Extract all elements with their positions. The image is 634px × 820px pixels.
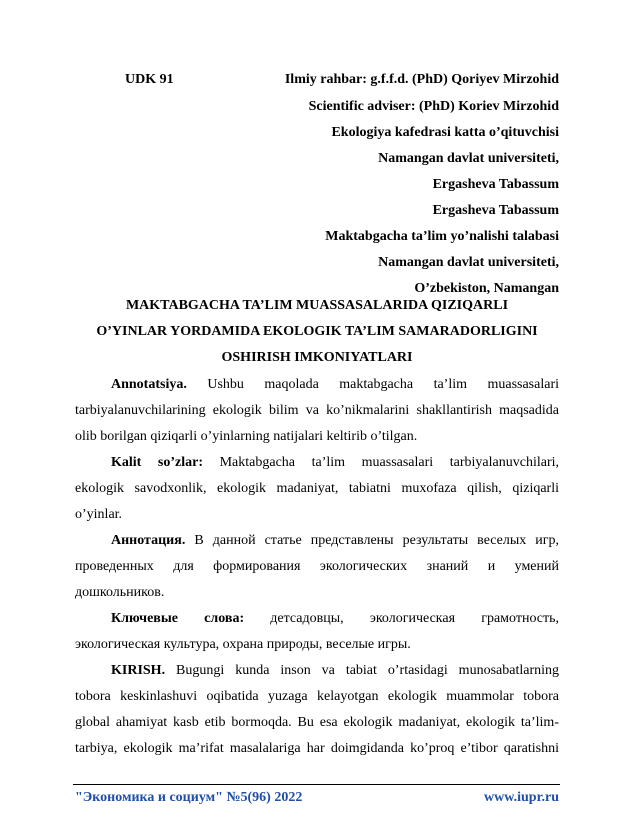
abstract-ru-line-1: Аннотация. В данной статье представлены результаты веселых игр, [111,533,560,548]
supervisor-uz: Ilmiy rahbar: g.f.f.d. (PhD) Qoriyev Mirzohid [284,72,559,87]
student-role: Maktabgacha ta’lim yo’nalishi talabasi [325,229,559,244]
abstract-uz-label: Annotatsiya. [111,377,187,392]
intro-line-1: KIRISH. Bugungi kunda inson va tabiat o’rtasidagi munosabatlarning [111,663,559,678]
supervisor-en: Scientific adviser: (PhD) Koriev Mirzohid [308,99,559,114]
keywords-ru-line-1: Ключевые слова: детсадовцы, экологическая грамотность, [111,611,560,626]
intro-line-3: global ahamiyat kasb etib bormoqda. Bu esa ekologik madaniyat, ekologik ta’lim- [75,715,559,730]
abstract-ru-line-3: дошкольников. [75,585,165,600]
abstract-uz-line-3: olib borilgan qiziqarli o’yinlarning natijalari keltirib o’tilgan. [75,429,418,444]
keywords-ru-label: Ключевые слова: [111,611,245,626]
title-line-2: O’YINLAR YORDAMIDA EKOLOGIK TA’LIM SAMARADORLIGINI [96,324,538,339]
abstract-uz-line-1: Annotatsiya. Ushbu maqolada maktabgacha ta’lim muassasalari [111,377,559,392]
intro-line-2: tobora keskinlashuvi oqibatida yuzaga kelayotgan ekologik muammolar tobora [75,689,559,704]
university-1: Namangan davlat universiteti, [378,151,559,166]
title-line-3: OSHIRISH IMKONIYATLARI [221,350,413,365]
footer-divider [73,784,560,785]
author-2: Ergasheva Tabassum [432,203,559,218]
intro-label: KIRISH. [111,663,166,678]
abstract-ru-line-2: проведенных для формирования экологических знаний и умений [75,559,559,574]
footer-journal: "Экономика и социум" №5(96) 2022 [75,790,303,805]
intro-line-4: tarbiya, ekologik ma’rifat masalalariga har doimgidanda ko’proq e’tibor qaratishni [75,741,559,756]
footer-site: www.iupr.ru [484,790,559,805]
abstract-ru-label: Аннотация. [111,533,186,548]
title-line-1: MAKTABGACHA TA’LIM MUASSASALARIDA QIZIQARLI [125,298,509,313]
location: O’zbekiston, Namangan [414,281,559,296]
keywords-uz-line-2: ekologik savodxonlik, ekologik madaniyat, tabiatni muxofaza qilish, qiziqarli [75,481,559,496]
keywords-ru-line-2: экологическая культура, охрана природы, веселые игры. [75,637,411,652]
author-1: Ergasheva Tabassum [432,177,559,192]
supervisor-position: Ekologiya kafedrasi katta o’qituvchisi [331,125,559,140]
keywords-uz-line-1: Kalit so’zlar: Maktabgacha ta’lim muassasalari tarbiyalanuvchilari, [111,455,559,470]
abstract-uz-line-2: tarbiyalanuvchilarining ekologik bilim va ko’nikmalarini shakllantirish maqsadida [75,403,559,418]
keywords-uz-line-3: o’yinlar. [75,507,123,522]
udk-code: UDK 91 [125,72,174,87]
university-2: Namangan davlat universiteti, [378,255,559,270]
keywords-uz-label: Kalit so’zlar: [111,455,204,470]
